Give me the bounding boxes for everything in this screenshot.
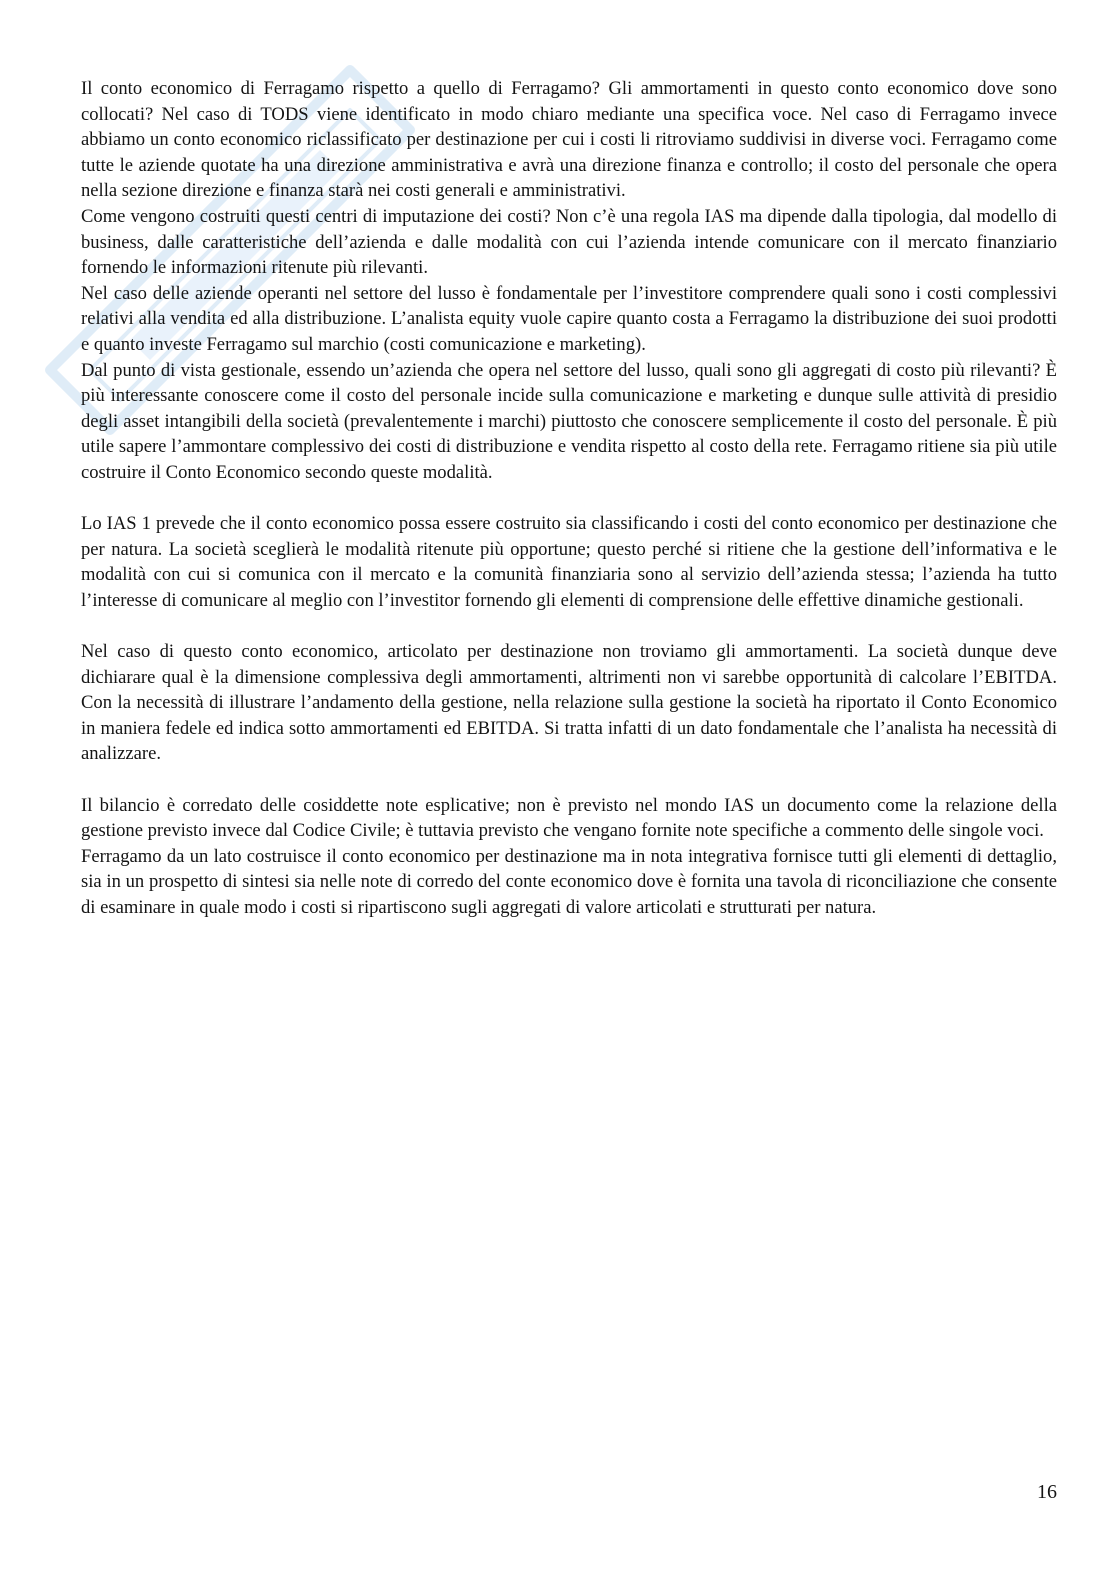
paragraph-5: Lo IAS 1 prevede che il conto economico possa essere costruito sia classificando i costi del conto economico per destinazione che per natura. La società sceglierà le modalità ritenute più opportune; questo perché si ritiene che la gestione dell’informativa e le modalità con cui si comunica con il mercato e la comunità finanziaria sono al servizio dell’azienda stessa; l’azienda ha tutto l’interesse di comunicare al meglio con l’investitor fornendo gli elementi di comprensione delle effettive dinamiche gestionali. (81, 513, 1057, 611)
paragraph-6: Nel caso di questo conto economico, articolato per destinazione non troviamo gli ammortamenti. La società dunque deve dichiarare qual è la dimensione complessiva degli ammortamenti, altrimenti non vi sarebbe opportunità di calcolare l’EBITDA. Con la necessità di illustrare l’andamento della gestione, nella relazione sulla gestione la società ha riportato il Conto Economico in maniera fedele ed indica sotto ammortamenti ed EBITDA. Si tratta infatti di un dato fondamentale che l’analista ha necessità di analizzare. (81, 641, 1057, 765)
paragraph-7: Il bilancio è corredato delle cosiddette note esplicative; non è previsto nel mondo IAS un documento come la relazione della gestione previsto invece dal Codice Civile; è tuttavia previsto che vengano fornite note specifiche a commento delle singole voci. (81, 794, 1057, 842)
body-text (81, 76, 1057, 921)
paragraph-3: Nel caso delle aziende operanti nel settore del lusso è fondamentale per l’investitore comprendere quali sono i costi complessivi relativi alla vendita ed alla distribuzione. L’analista equity vuole capire quanto costa a Ferragamo la distribuzione dei suoi prodotti e quanto investe Ferragamo sul marchio (costi comunicazione e marketing). (81, 282, 1057, 355)
paragraph-8: Ferragamo da un lato costruisce il conto economico per destinazione ma in nota integrativa fornisce tutti gli elementi di dettaglio, sia in un prospetto di sintesi sia nelle note di corredo del conte economico dove è fornita una tavola di riconciliazione che consente di esaminare in quale modo i costi si ripartiscono sugli aggregati di valore articolati e strutturati per natura. (81, 845, 1057, 918)
paragraph-2: Come vengono costruiti questi centri di imputazione dei costi? Non c’è una regola IAS ma dipende dalla tipologia, dal modello di business, dalle caratteristiche dell’azienda e dalle modalità con cui l’azienda intende comunicare con il mercato finanziario fornendo le informazioni ritenute più rilevanti. (81, 205, 1057, 279)
page-number: 16 (1037, 1481, 1057, 1503)
paragraph-1: Il conto economico di Ferragamo rispetto a quello di Ferragamo? Gli ammortamenti in questo conto economico dove sono collocati? Nel caso di TODS viene identificato in modo chiaro mediante una specifica voce. Nel caso di Ferragamo invece abbiamo un conto economico riclassificato per destinazione per cui i costi li ritroviamo suddivisi in diverse voci. Ferragamo come tutte le aziende quotate ha una direzione amministrativa e avrà una direzione finanza e controllo; il costo del personale che opera nella sezione direzione e finanza starà nei costi generali e amministrativi. (81, 78, 1057, 202)
paragraph-4: Dal punto di vista gestionale, essendo un’azienda che opera nel settore del lusso, quali sono gli aggregati di costo più rilevanti? È più interessante conoscere come il costo del personale incide sulla comunicazione e marketing e dunque sulle attività di presidio degli asset intangibili della società (prevalentemente i marchi) piuttosto che conoscere semplicemente il costo del personale. È più utile sapere l’ammontare complessivo dei costi di distribuzione e vendita rispetto al costo della rete. Ferragamo ritiene sia più utile costruire il Conto Economico secondo queste modalità. (81, 359, 1057, 483)
